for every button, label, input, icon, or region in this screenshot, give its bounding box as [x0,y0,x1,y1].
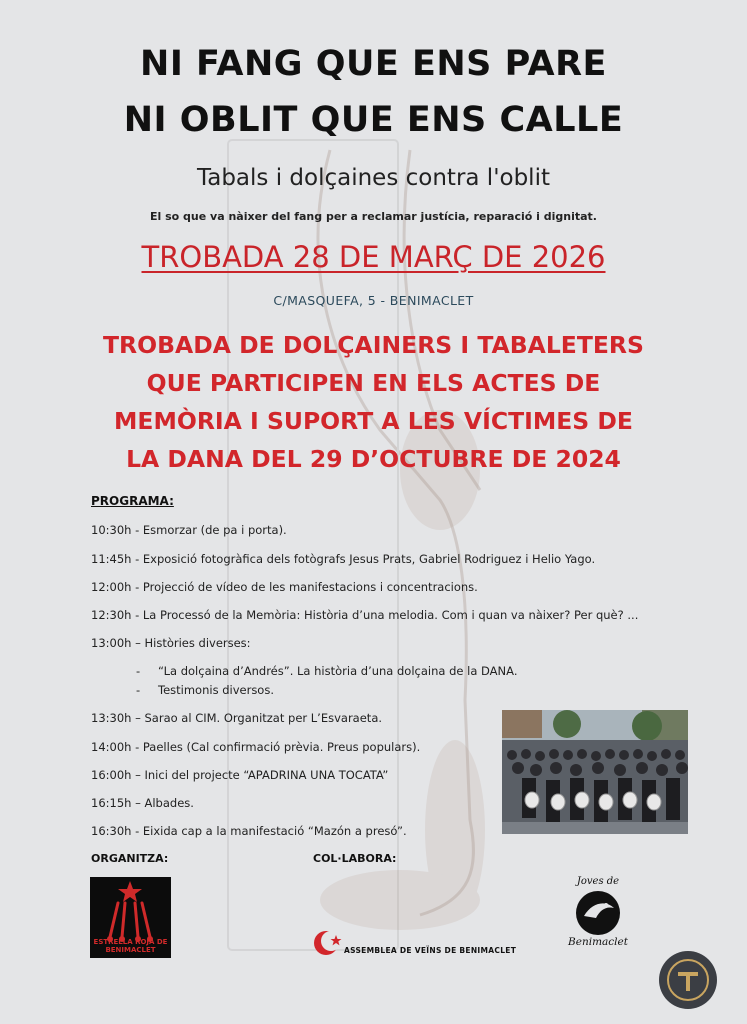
headline-line: QUE PARTICIPEN EN ELS ACTES DE [146,369,601,397]
joves-benimaclet-logo [556,876,640,950]
crescent-star-icon [312,925,344,959]
main-title-line-2: NI OBLIT QUE ENS CALLE [123,100,624,140]
organiza-label: ORGANITZA: [91,852,169,865]
program-item: 12:30h - La Processó de la Memòria: Història d’una melodia. Com i quan va nàixer? Per què? ... [91,608,639,622]
watermark-badge [659,951,717,1009]
headline [40,326,707,478]
program-item: 16:00h – Inici del projecte “APADRINA UNA TOCATA” [91,768,389,782]
crowd-photo-image [502,710,688,834]
assemblea-logo [312,925,532,959]
subtitle: Tabals i dolçaines contra l'oblit [197,165,550,191]
headline-line: MEMÒRIA I SUPORT A LES VÍCTIMES DE [114,407,633,435]
program-item: 11:45h - Exposició fotogràfica dels fotògrafs Jesus Prats, Gabriel Rodriguez i Helio Yago. [91,552,596,566]
program-item: 10:30h - Esmorzar (de pa i porta). [91,523,287,537]
program-subitem-text: Testimonis diversos. [158,683,274,697]
bird-circle-icon [556,888,640,938]
program-item: 14:00h - Paelles (Cal confirmació prèvia. Preus populars). [91,740,421,754]
event-date: TROBADA 28 DE MARÇ DE 2026 [141,240,606,274]
translate-t-icon [664,956,712,1004]
crowd-photo [502,710,688,834]
headline-line: LA DANA DEL 29 D’OCTUBRE DE 2024 [126,445,621,473]
bullet-dash: - [136,664,141,678]
assemblea-logo-text: ASSEMBLEA DE VEÏNS DE BENIMACLET [344,946,517,955]
program-item: 16:15h – Albades. [91,796,194,810]
program-item: 13:30h – Sarao al CIM. Organitzat per L’Esvaraeta. [91,711,383,725]
bullet-dash: - [136,683,141,697]
estrella-roja-logo [90,877,171,958]
program-subitem [136,683,274,697]
organizer-logo-text: ESTRELLA ROJA DE BENIMACLET [93,938,168,954]
program-subitem-text: “La dolçaina d’Andrés”. La història d’una dolçaina de la DANA. [158,664,518,678]
program-item: 12:00h - Projecció de vídeo de les manifestacions i concentracions. [91,580,478,594]
program-subitem [136,664,517,678]
main-title-line-1: NI FANG QUE ENS PARE [140,44,607,84]
colabora-label: COL·LABORA: [313,852,397,865]
event-address: C/MASQUEFA, 5 - BENIMACLET [273,293,474,308]
headline-line: TROBADA DE DOLÇAINERS I TABALETERS [103,331,644,359]
tagline: El so que va nàixer del fang per a reclamar justícia, reparació i dignitat. [149,210,597,223]
program-title: PROGRAMA: [91,494,174,508]
program-item: 13:00h – Històries diverses: [91,636,251,650]
joves-logo-top-text: Joves de [576,876,620,887]
joves-logo-bottom-text: Benimaclet [568,936,628,948]
program-item: 16:30h - Eixida cap a la manifestació “Mazón a presó”. [91,824,407,838]
